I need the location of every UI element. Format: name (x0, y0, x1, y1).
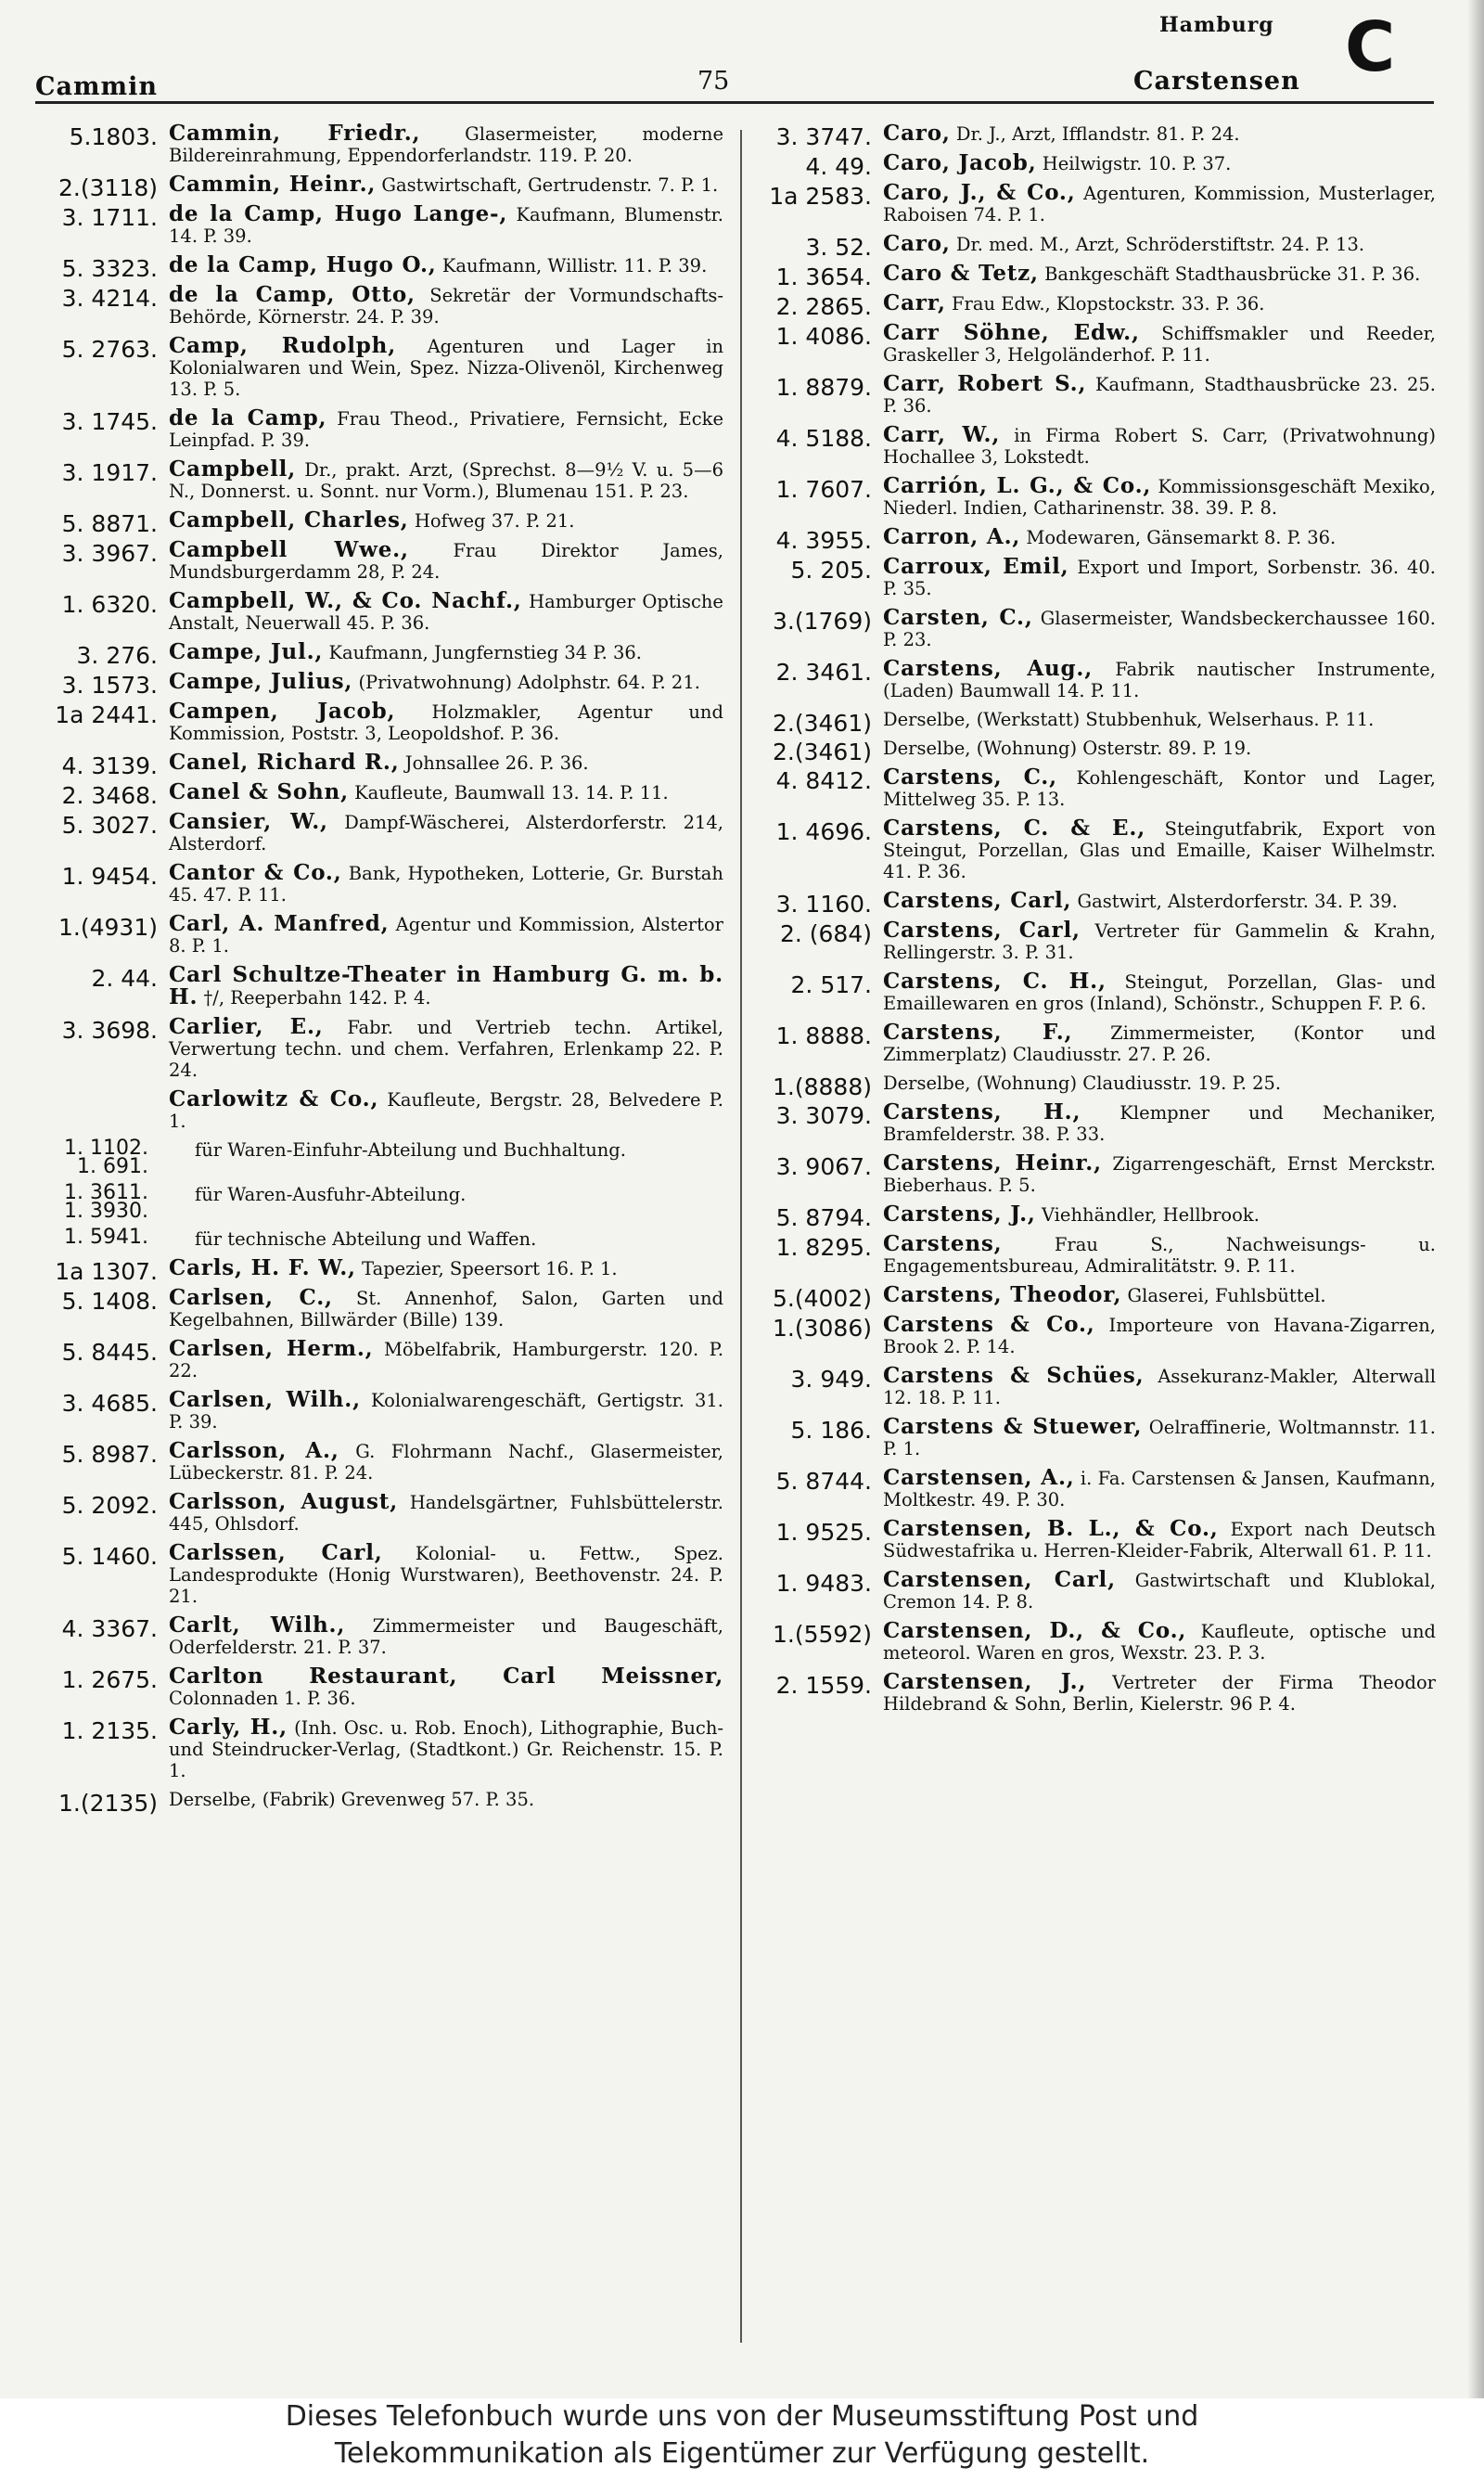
directory-entry (26, 750, 723, 779)
entry-name: Carr, W., (883, 422, 1001, 447)
entry-details: Derselbe, (Wohnung) Osterstr. 89. P. 19. (883, 738, 1252, 759)
directory-entry (740, 709, 1436, 737)
entry-details: Zimmermeister und Baugeschäft, Oderfelderstr. 21. P. 37. (169, 1615, 724, 1658)
directory-entry (740, 888, 1436, 918)
directory-entry (740, 1467, 1436, 1510)
phone-number: 3. 3079. (775, 1102, 872, 1129)
entry-name: Carstens, Carl, (883, 888, 1072, 913)
directory-entry (26, 458, 723, 502)
directory-entry (740, 1101, 1436, 1145)
directory-entry (26, 1088, 723, 1132)
sub-phone-numbers: 1. 3611. 1. 3930. (64, 1181, 148, 1223)
entry-name: Carlsson, August, (169, 1489, 399, 1514)
directory-entry (26, 1542, 723, 1607)
entry-name: Carstensen, D., & Co., (883, 1618, 1187, 1643)
directory-entry (26, 700, 723, 744)
entry-details: Schiffsmakler und Reeder, Graskeller 3, Helgoländerhof. P. 11. (883, 323, 1436, 366)
entry-name: Camp, Rudolph, (169, 333, 396, 358)
directory-entry (740, 919, 1436, 963)
entry-details: Agentur und Kommission, Alstertor 8. P. 1. (169, 914, 723, 957)
directory-entry (740, 475, 1436, 519)
entry-details: Zigarrengeschäft, Ernst Merckstr. Bieberhaus. P. 5. (883, 1153, 1436, 1196)
directory-entry (740, 1416, 1436, 1459)
directory-entry (740, 658, 1436, 701)
entry-details: Kaufleute, Baumwall 13. 14. P. 11. (354, 782, 669, 803)
entry-details: Dr. J., Arzt, Ifflandstr. 81. P. 24. (955, 123, 1240, 145)
entry-name: Cammin, Friedr., (169, 121, 421, 146)
directory-entry (26, 172, 723, 201)
entry-name: Carl, A. Manfred, (169, 911, 390, 936)
phone-number: 2. 2865. (775, 293, 872, 320)
entry-name: Campbell, (169, 456, 297, 482)
entry-name: Carstens & Stuewer, (883, 1414, 1143, 1439)
phone-number: 5. 2763. (61, 336, 158, 363)
phone-number: 2. 1559. (775, 1672, 872, 1699)
sub-entry (26, 1228, 723, 1250)
phone-number: 4. 5188. (775, 425, 872, 452)
footer-line-1: Dieses Telefonbuch wurde uns von der Museumsstiftung Post und (285, 2400, 1199, 2433)
directory-entry (26, 964, 723, 1009)
entry-details: Klempner und Mechaniker, Bramfelderstr. 38. P. 33. (883, 1102, 1436, 1145)
phone-number: 5. 3323. (61, 255, 158, 282)
directory-entry (740, 1073, 1436, 1100)
entry-name: Caro & Tetz, (883, 261, 1039, 286)
entry-details: Dampf-Wäscherei, Alsterdorferstr. 214, Alsterdorf. (169, 812, 723, 855)
entry-name: Carlssen, Carl, (169, 1540, 383, 1565)
directory-entry (740, 424, 1436, 468)
entry-details: Export und Import, Sorbenstr. 36. 40. P. 35. (883, 557, 1436, 599)
phone-number: 5.1803. (69, 123, 158, 150)
entry-name: Carlton Restaurant, Carl Meissner, (169, 1664, 723, 1689)
phone-number: 1. 3654. (775, 263, 872, 290)
entry-details: Glasermeister, Wandsbeckerchaussee 160. P. 23. (883, 608, 1436, 650)
phone-number: 5. 3027. (61, 812, 158, 839)
entry-details: Kaufmann, Blumenstr. 14. P. 39. (169, 204, 723, 247)
phone-number: 3. 1745. (61, 408, 158, 435)
entry-details: Kaufmann, Willistr. 11. P. 39. (441, 255, 708, 276)
phone-number: 2. 3468. (61, 782, 158, 809)
directory-entry (26, 1287, 723, 1330)
entry-details: Fabr. und Vertrieb techn. Artikel, Verwertung techn. und chem. Verfahren, Erlenkamp 22. P. 24. (169, 1017, 723, 1081)
phone-number: 5. 8744. (775, 1468, 872, 1495)
sub-entry-text: für technische Abteilung und Waffen. (195, 1228, 537, 1250)
directory-entry (740, 556, 1436, 599)
entry-details: Holzmakler, Agentur und Kommission, Poststr. 3, Leopoldshof. P. 36. (169, 701, 723, 744)
footer-line-2: Telekommunikation als Eigentümer zur Verfügung gestellt. (334, 2437, 1150, 2470)
entry-details: (Inh. Osc. u. Rob. Enoch), Lithographie, Buch- und Steindrucker-Verlag, (Stadtkont.) Gr. Reichenstr. 15. P. 1. (169, 1717, 723, 1781)
entry-details: Kohlengeschäft, Kontor und Lager, Mittelweg 35. P. 13. (883, 767, 1436, 810)
entry-name: Carls, H. F. W., (169, 1255, 356, 1280)
entry-name: Carlsson, A., (169, 1438, 339, 1463)
entry-details: Hamburger Optische Anstalt, Neuerwall 45. P. 36. (169, 591, 723, 634)
entry-details: i. Fa. Carstensen & Jansen, Kaufmann, Moltkestr. 49. P. 30. (883, 1468, 1436, 1510)
phone-number: 2. (684) (779, 920, 872, 947)
entry-name: Carlsen, Herm., (169, 1336, 374, 1361)
sub-phone-numbers: 1. 5941. (64, 1226, 148, 1249)
entry-details: Kommissionsgeschäft Mexiko, Niederl. Indien, Catharinenstr. 38. 39. P. 8. (883, 476, 1436, 519)
directory-entry (26, 1440, 723, 1484)
entry-name: Cammin, Heinr., (169, 172, 377, 197)
phone-number: 1. 9454. (61, 863, 158, 890)
phone-number: 3. 276. (76, 642, 158, 669)
sub-entry-text: für Waren-Einfuhr-Abteilung und Buchhaltung. (195, 1139, 626, 1161)
phone-number: 4. 3367. (61, 1615, 158, 1642)
phone-number: 5. 8871. (61, 510, 158, 537)
directory-entry (26, 1255, 723, 1285)
entry-details: Frau Theod., Privatiere, Fernsicht, Ecke Leinpfad. P. 39. (169, 408, 724, 451)
entry-details: Dr. med. M., Arzt, Schröderstiftstr. 24. P. 13. (955, 234, 1365, 255)
sub-phone-numbers: 1. 1102. 1. 691. (64, 1137, 148, 1178)
entry-details: Kaufmann, Stadthausbrücke 23. 25. P. 36. (883, 374, 1436, 417)
phone-number: 1. 2135. (61, 1717, 158, 1744)
phone-number: 1.(3086) (773, 1315, 872, 1342)
phone-number: 1. 9483. (775, 1570, 872, 1597)
entry-name: Cansier, W., (169, 809, 328, 834)
entry-name: Carly, H., (169, 1715, 288, 1740)
directory-entry (740, 261, 1436, 290)
phone-number: 1. 8879. (775, 374, 872, 401)
entry-name: Caro, J., & Co., (883, 180, 1076, 205)
entry-details: Bankgeschäft Stadthausbrücke 31. P. 36. (1044, 263, 1421, 285)
phone-number: 1. 4086. (775, 323, 872, 350)
phone-number: 2. 3461. (775, 659, 872, 686)
entry-details: Kolonialwarengeschäft, Gertigstr. 31. P. 39. (169, 1390, 723, 1433)
entry-name: Carroux, Emil, (883, 554, 1069, 579)
entry-details: Kaufleute, Bergstr. 28, Belvedere P. 1. (169, 1089, 723, 1132)
phone-number: 3. 1573. (61, 672, 158, 699)
entry-name: Carstens, Heinr., (883, 1150, 1102, 1176)
directory-entry (26, 1716, 723, 1781)
phone-number: 3.(1769) (773, 608, 872, 635)
entry-details: †/, Reeperbahn 142. P. 4. (203, 987, 431, 1009)
directory-entry (26, 639, 723, 669)
phone-number: 3. 3747. (775, 123, 872, 150)
entry-details: Viehhändler, Hellbrook. (1041, 1204, 1260, 1226)
entry-details: Fabrik nautischer Instrumente, (Laden) Baumwall 14. P. 11. (883, 659, 1436, 701)
entry-name: Carstens & Co., (883, 1312, 1095, 1337)
sub-entry (26, 1181, 723, 1223)
entry-name: Carstens, C., (883, 765, 1057, 790)
header-city: Hamburg (1159, 13, 1274, 37)
entry-details: Möbelfabrik, Hamburgerstr. 120. P. 22. (169, 1339, 724, 1381)
directory-entry (740, 1233, 1436, 1277)
phone-number: 2.(3461) (773, 710, 872, 737)
entry-details: Agenturen, Kommission, Musterlager, Raboisen 74. P. 1. (883, 183, 1436, 225)
entry-name: Caro, (883, 231, 951, 256)
entry-name: Canel & Sohn, (169, 779, 349, 804)
phone-number: 5. 8794. (775, 1204, 872, 1231)
entry-name: Campbell, Charles, (169, 508, 409, 533)
phone-number: 1. 2675. (61, 1666, 158, 1693)
entry-details: Bank, Hypotheken, Lotterie, Gr. Burstah 45. 47. P. 11. (169, 863, 723, 906)
entry-details: Vertreter der Firma Theodor Hildebrand & Sohn, Berlin, Kielerstr. 96 P. 4. (883, 1672, 1437, 1715)
phone-number: 1.(5592) (773, 1621, 872, 1648)
sub-entry-text: für Waren-Ausfuhr-Abteilung. (195, 1184, 467, 1205)
entry-details: Export nach Deutsch Südwestafrika u. Herren-Kleider-Fabrik, Alterwall 61. P. 11. (883, 1519, 1436, 1561)
directory-entry (26, 335, 723, 400)
directory-entry (740, 1201, 1436, 1231)
phone-number: 2.(3118) (58, 174, 158, 201)
entry-details: Sekretär der Vormundschafts-Behörde, Körnerstr. 24. P. 39. (169, 285, 724, 328)
phone-number: 5. 205. (790, 557, 872, 584)
directory-entry (740, 121, 1436, 150)
phone-number: 3. 1917. (61, 459, 158, 486)
phone-number: 1. 8888. (775, 1022, 872, 1049)
directory-entry (26, 1389, 723, 1433)
directory-entry (26, 1614, 723, 1658)
left-column (26, 122, 723, 1818)
entry-details: Frau Edw., Klopstockstr. 33. P. 36. (951, 293, 1265, 315)
directory-entry (740, 1671, 1436, 1715)
phone-number: 3. 1711. (61, 204, 158, 231)
entry-details: Gastwirtschaft und Klublokal, Cremon 14. P. 8. (883, 1570, 1437, 1613)
phone-number: 3. 9067. (775, 1153, 872, 1180)
directory-entry (740, 524, 1436, 554)
directory-entry (740, 231, 1436, 261)
entry-name: de la Camp, Hugo Lange-, (169, 201, 508, 226)
directory-entry (740, 766, 1436, 810)
directory-entry (26, 539, 723, 583)
directory-entry (26, 1665, 723, 1709)
phone-number: 3. 3967. (61, 540, 158, 567)
entry-details: Tapezier, Speersort 16. P. 1. (362, 1258, 618, 1279)
directory-entry (740, 817, 1436, 882)
phone-number: 5. 186. (790, 1417, 872, 1444)
phone-number: 4. 49. (805, 153, 872, 180)
phone-number: 4. 3955. (775, 527, 872, 554)
entry-details: Johnsallee 26. P. 36. (404, 752, 589, 774)
directory-entry (740, 150, 1436, 180)
entry-name: Carr Söhne, Edw., (883, 320, 1140, 345)
phone-number: 1.(2135) (58, 1790, 158, 1817)
entry-details: Steingut, Porzellan, Glas- und Emaillewaren en gros (Inland), Schönstr., Schuppen F. P. 6. (883, 971, 1436, 1014)
directory-entry (26, 1789, 723, 1817)
right-column (740, 122, 1436, 1722)
phone-number: 2. 517. (790, 971, 872, 998)
phone-number: 3. 1160. (775, 891, 872, 918)
entry-name: Carstensen, A., (883, 1465, 1075, 1490)
phone-number: 1.(4931) (58, 914, 158, 941)
entry-name: Carstens, C. & E., (883, 816, 1145, 841)
phone-number: 4. 3139. (61, 752, 158, 779)
phone-number: 1.(8888) (773, 1073, 872, 1100)
footer-notice (0, 2398, 1484, 2480)
phone-number: 1. 9525. (775, 1519, 872, 1546)
header-right-word: Carstensen (1133, 67, 1300, 96)
directory-entry (740, 607, 1436, 650)
entry-name: Carron, A., (883, 524, 1021, 549)
entry-details: Gastwirt, Alsterdorferstr. 34. P. 39. (1077, 891, 1398, 912)
entry-details: Oelraffinerie, Woltmannstr. 11. P. 1. (883, 1417, 1437, 1459)
entry-name: Carsten, C., (883, 605, 1033, 630)
directory-entry (740, 290, 1436, 320)
directory-entry (740, 322, 1436, 366)
entry-name: Caro, (883, 121, 951, 146)
directory-entry (740, 1022, 1436, 1065)
phone-number: 1a 2441. (55, 701, 158, 728)
entry-name: Carlier, E., (169, 1014, 324, 1039)
entry-details: Kaufleute, optische und meteorol. Waren en gros, Wexstr. 23. P. 3. (883, 1621, 1436, 1664)
directory-entry (740, 1152, 1436, 1196)
directory-entry (740, 373, 1436, 417)
entry-details: in Firma Robert S. Carr, (Privatwohnung) Hochallee 3, Lokstedt. (883, 425, 1436, 468)
entry-name: Carstens, Theodor, (883, 1282, 1122, 1307)
directory-entry (740, 1365, 1436, 1408)
entry-details: Colonnaden 1. P. 36. (169, 1688, 356, 1709)
entry-name: Carstens, Carl, (883, 918, 1081, 943)
phone-number: 1. 6320. (61, 591, 158, 618)
entry-name: Campen, Jacob, (169, 699, 396, 724)
entry-name: Carstens, Aug., (883, 656, 1094, 681)
entry-name: Canel, Richard R., (169, 750, 400, 775)
entry-name: de la Camp, Hugo O., (169, 252, 437, 277)
section-letter: C (1345, 7, 1396, 87)
phone-number: 3. 3698. (61, 1017, 158, 1044)
entry-name: Carr, Robert S., (883, 371, 1087, 396)
directory-entry (740, 1620, 1436, 1664)
directory-entry (26, 862, 723, 906)
entry-name: Carstens, H., (883, 1099, 1081, 1124)
entry-details: Derselbe, (Fabrik) Grevenweg 57. P. 35. (169, 1789, 535, 1810)
phone-number: 3. 4214. (61, 285, 158, 312)
entry-name: Carlsen, Wilh., (169, 1387, 361, 1412)
directory-entry (26, 669, 723, 699)
phone-number: 2. 44. (91, 965, 158, 992)
entry-name: Carlowitz & Co., (169, 1086, 379, 1112)
phone-number: 1. 8295. (775, 1234, 872, 1261)
entry-details: Heilwigstr. 10. P. 37. (1042, 153, 1232, 174)
entry-name: Campe, Julius, (169, 669, 353, 694)
entry-name: Carrión, L. G., & Co., (883, 473, 1152, 498)
directory-entry (740, 1569, 1436, 1613)
entry-details: Vertreter für Gammelin & Krahn, Rellingerstr. 3. P. 31. (883, 920, 1436, 963)
entry-name: Carstens, J., (883, 1201, 1036, 1227)
directory-entry (26, 407, 723, 451)
entry-details: Dr., prakt. Arzt, (Sprechst. 8—9½ V. u. 5—6 N., Donnerst. u. Sonnt. nur Vorm.), Blumenau 151. P. 23. (169, 459, 723, 502)
directory-entry (26, 913, 723, 957)
entry-name: Cantor & Co., (169, 860, 342, 885)
directory-entry (26, 122, 723, 166)
entry-name: Carstens, F., (883, 1020, 1073, 1045)
entry-text (26, 1088, 723, 1132)
entry-details: Glaserei, Fuhlsbüttel. (1127, 1285, 1326, 1306)
entry-name: Carstensen, B. L., & Co., (883, 1516, 1219, 1541)
entry-name: Campbell Wwe., (169, 537, 409, 562)
directory-entry (26, 590, 723, 634)
entry-name: Carlsen, C., (169, 1285, 333, 1310)
phone-number: 4. 8412. (775, 767, 872, 794)
directory-entry (26, 1491, 723, 1535)
entry-name: Carstens & Schües, (883, 1363, 1145, 1388)
entry-details: St. Annenhof, Salon, Garten und Kegelbahnen, Billwärder (Bille) 139. (169, 1288, 723, 1330)
phone-number: 5. 8987. (61, 1441, 158, 1468)
entry-details: Gastwirtschaft, Gertrudenstr. 7. P. 1. (381, 174, 719, 196)
entry-details: Derselbe, (Werkstatt) Stubbenhuk, Welserhaus. P. 11. (883, 709, 1375, 730)
entry-details: Modewaren, Gänsemarkt 8. P. 36. (1026, 527, 1337, 548)
phone-number: 1a 2583. (769, 183, 872, 210)
directory-entry (740, 970, 1436, 1014)
phone-number: 5. 2092. (61, 1492, 158, 1519)
directory-entry (740, 738, 1436, 765)
directory-entry (26, 284, 723, 328)
entry-details: Agenturen und Lager in Kolonialwaren und Wein, Spez. Nizza-Olivenöl, Kirchenweg 13. P. 5. (169, 336, 724, 400)
directory-entry (26, 203, 723, 247)
entry-name: Carr, (883, 290, 946, 315)
phone-number: 5. 1408. (61, 1288, 158, 1315)
entry-name: Caro, Jacob, (883, 150, 1037, 175)
directory-entry (26, 811, 723, 855)
entry-details: Frau S., Nachweisungs- u. Engagementsbureau, Admiralitätstr. 9. P. 11. (883, 1234, 1436, 1277)
phone-number: 3. 949. (790, 1366, 872, 1393)
phone-number: 3. 52. (805, 234, 872, 261)
header-rule (35, 101, 1434, 104)
phone-number: 3. 4685. (61, 1390, 158, 1417)
entry-name: Carl Schultze-Theater in Hamburg G. m. b. H. (169, 962, 723, 1009)
entry-name: de la Camp, Otto, (169, 282, 416, 307)
directory-entry (26, 508, 723, 537)
directory-entry (740, 1314, 1436, 1357)
entry-name: Carstensen, J., (883, 1669, 1087, 1694)
sub-entry (26, 1139, 723, 1176)
phone-number: 5.(4002) (773, 1285, 872, 1312)
directory-entry (26, 1338, 723, 1381)
phone-number: 5. 8445. (61, 1339, 158, 1366)
entry-name: Carlt, Wilh., (169, 1613, 346, 1638)
entry-details: Handelsgärtner, Fuhlsbüttelerstr. 445, Ohlsdorf. (169, 1492, 724, 1535)
directory-entry (26, 1016, 723, 1081)
entry-name: Carstensen, Carl, (883, 1567, 1116, 1592)
phone-number: 1. 7607. (775, 476, 872, 503)
entry-name: Carstens, (883, 1231, 1003, 1256)
entry-details: G. Flohrmann Nachf., Glasermeister, Lübeckerstr. 81. P. 24. (169, 1441, 723, 1484)
directory-entry (740, 1518, 1436, 1561)
directory-entry (26, 252, 723, 282)
directory-entry (740, 182, 1436, 225)
entry-details: Derselbe, (Wohnung) Claudiusstr. 19. P. 25. (883, 1073, 1282, 1094)
phone-number: 1a 1307. (55, 1258, 158, 1285)
entry-details: Glasermeister, moderne Bildereinrahmung, Eppendorferlandstr. 119. P. 20. (169, 123, 724, 166)
entry-details: Hofweg 37. P. 21. (414, 510, 575, 532)
entry-name: Carstens, C. H., (883, 969, 1107, 994)
page-number: 75 (697, 67, 730, 96)
phone-number: 5. 1460. (61, 1543, 158, 1570)
entry-details: Importeure von Havana-Zigarren, Brook 2. P. 14. (883, 1315, 1436, 1357)
entry-name: de la Camp, (169, 405, 327, 430)
entry-details: (Privatwohnung) Adolphstr. 64. P. 21. (358, 672, 700, 693)
entry-details: Kolonial- u. Fettw., Spez. Landesprodukte (Honig Wurstwaren), Beethovenstr. 24. P. 21. (169, 1543, 723, 1607)
entry-name: Campbell, W., & Co. Nachf., (169, 588, 522, 613)
phone-number: 2.(3461) (773, 739, 872, 765)
header-left-word: Cammin (35, 72, 159, 101)
entry-name: Campe, Jul., (169, 639, 324, 664)
directory-entry (740, 1282, 1436, 1312)
phone-number: 1. 4696. (775, 818, 872, 845)
entry-details: Steingutfabrik, Export von Steingut, Porzellan, Glas und Emaille, Kaiser Wilhelmstr. 41. P. 36. (883, 818, 1436, 882)
entry-details: Kaufmann, Jungfernstieg 34 P. 36. (328, 642, 642, 663)
directory-entry (26, 779, 723, 809)
entry-details: Frau Direktor James, Mundsburgerdamm 28, P. 24. (169, 540, 724, 583)
entry-details: Zimmermeister, (Kontor und Zimmerplatz) Claudiusstr. 27. P. 26. (883, 1022, 1436, 1065)
entry-details: Assekuranz-Makler, Alterwall 12. 18. P. 11. (883, 1366, 1436, 1408)
